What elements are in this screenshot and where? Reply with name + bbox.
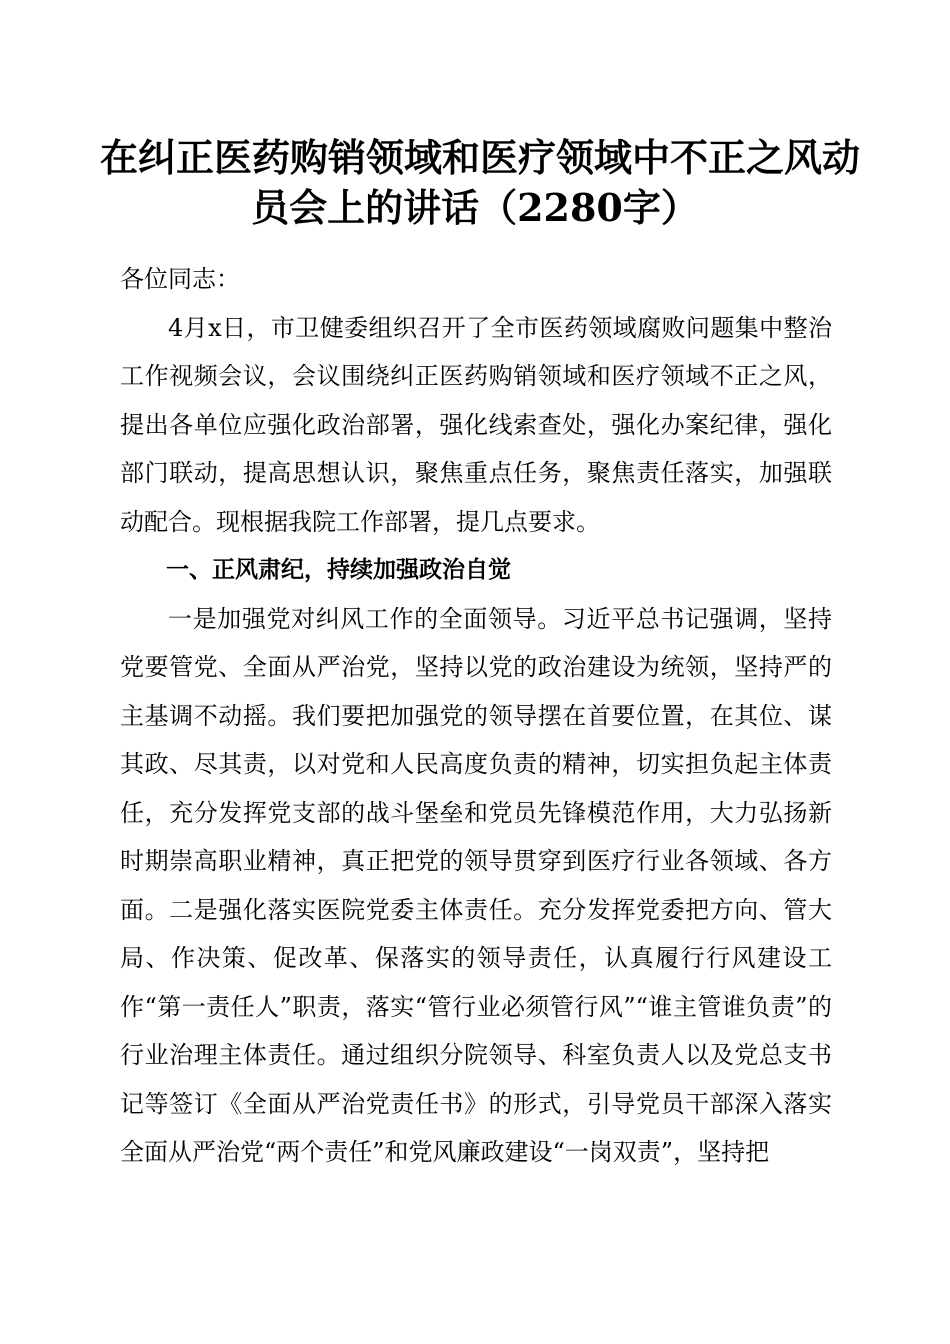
paragraph-section1 — [120, 595, 832, 1177]
title-line-2: 员会上的讲话（2280字） — [251, 185, 699, 230]
document-title — [100, 133, 861, 233]
section-heading-1: 一、正风肃纪，持续加强政治自觉 — [166, 557, 511, 583]
greeting: 各位同志： — [120, 265, 240, 293]
title-line-1: 在纠正医药购销领域和医疗领域中不正之风动 — [100, 135, 861, 180]
paragraph-body: 习近平总书记强调，坚持党要管党、全面从严治党，坚持以党的政治建设为统领，坚持严的主基调不动摇。我们要把加强党的领导摆在首要位置，在其位、谋其政、尽其责，以对党和人民高度负责的精神，切实担负起主体责任，充分发挥党支部的战斗堡垒和党员先锋模范作用，大力弘扬新时期崇高职业精神，真正把党的领导贯穿到医疗行业各领域、各方面。二是强化落实医院党委主体责任。充分发挥党委把方向、管大局、作决策、促改革、保落实的领导责任，认真履行行风建设工作“第一责任人”职责，落实“管行业必须管行风”“谁主管谁负责”的行业治理主体责任。通过组织分院领导、科室负责人以及党总支书记等签订《全面从严治党责任书》的形式，引导党员干部深入落实全面从严治党“两个责任”和党风廉政建设“一岗双责”，坚持把 — [120, 604, 833, 1166]
document-body — [120, 255, 832, 1177]
paragraph-intro: 4月x日，市卫健委组织召开了全市医药领域腐败问题集中整治工作视频会议，会议围绕纠正医药购销领域和医疗领域不正之风，提出各单位应强化政治部署，强化线索查处，强化办案纪律，强化部门联动，提高思想认识，聚焦重点任务，聚焦责任落实，加强联动配合。现根据我院工作部署，提几点要求。 — [120, 313, 832, 536]
paragraph-lead: 一是加强党对纠风工作的全面领导。 — [168, 604, 562, 633]
